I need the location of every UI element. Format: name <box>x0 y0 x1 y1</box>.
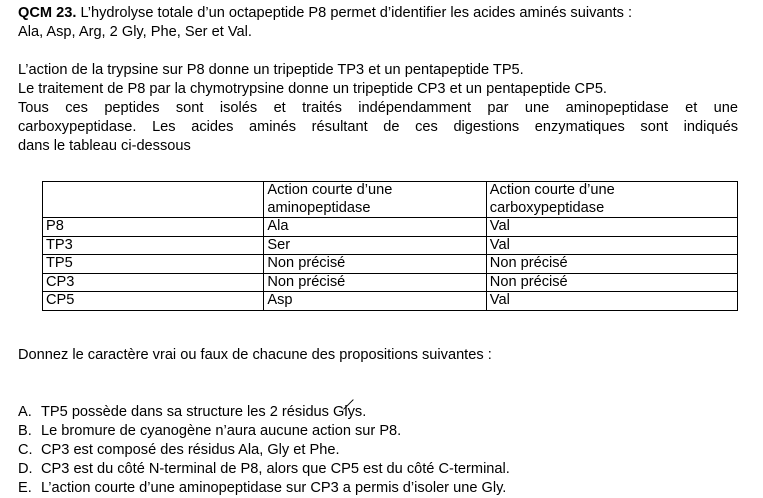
carboxypeptidase-cell: Val <box>486 292 737 311</box>
intro-text: L’hydrolyse totale d’un octapeptide P8 permet d’identifier les acides aminés suivants : <box>76 5 633 21</box>
proposition-text: Le bromure de cyanogène n’aura aucune action sur P8. <box>41 423 402 439</box>
proposition-text: CP3 est du côté N-terminal de P8, alors que CP5 est du côté C-terminal. <box>41 461 510 477</box>
table-header-row <box>43 182 738 218</box>
aminopeptidase-cell: Non précisé <box>264 273 486 292</box>
peptide-cell: CP5 <box>43 292 264 311</box>
table-header-aminopeptidase <box>264 182 486 218</box>
proposition-text: L’action courte d’une aminopeptidase sur CP3 a permis d’isoler une Gly. <box>41 480 507 496</box>
proposition-b <box>18 422 738 441</box>
proposition-letter: A. <box>18 404 32 420</box>
question-number: QCM 23. <box>18 5 77 21</box>
question-prompt: Donnez le caractère vrai ou faux de chacune des propositions suivantes : <box>18 347 492 363</box>
body-line-4: carboxypeptidase. Les acides aminés résultant de ces digestions enzymatiques sont indiqués <box>18 119 738 135</box>
table-row <box>43 273 738 292</box>
chymotrypsin-sentence: Le traitement de P8 par la chymotrypsine donne un tripeptide CP3 et un pentapeptide CP5. <box>18 81 607 97</box>
table-row <box>43 255 738 274</box>
struck-out-letter: s <box>354 404 363 420</box>
aminopeptidase-cell: Non précisé <box>264 255 486 274</box>
table-row <box>43 218 738 237</box>
proposition-a-end: . <box>362 404 367 420</box>
carboxypeptidase-cell: Non précisé <box>486 255 737 274</box>
peptide-cell: P8 <box>43 218 264 237</box>
amino-acid-list: Ala, Asp, Arg, 2 Gly, Phe, Ser et Val. <box>18 24 252 40</box>
proposition-e <box>18 479 738 498</box>
proposition-text: CP3 est composé des résidus Ala, Gly et Phe. <box>41 442 340 458</box>
header-line: carboxypeptidase <box>489 199 605 216</box>
header-line: Action courte d’une <box>267 182 393 198</box>
carboxypeptidase-cell: Non précisé <box>486 273 737 292</box>
table-row <box>43 236 738 255</box>
proposition-letter: C. <box>18 442 33 458</box>
carboxypeptidase-cell: Val <box>486 218 737 237</box>
peptide-cell: TP3 <box>43 236 264 255</box>
aminopeptidase-cell: Ser <box>264 236 486 255</box>
table-header-carboxypeptidase <box>486 182 737 218</box>
body-line-5: dans le tableau ci-dessous <box>18 138 191 154</box>
proposition-a <box>18 403 738 422</box>
intro-line-1 <box>18 4 738 23</box>
trypsin-sentence: L’action de la trypsine sur P8 donne un tripeptide TP3 et un pentapeptide TP5. <box>18 62 524 78</box>
peptide-cell: CP3 <box>43 273 264 292</box>
table-row <box>43 292 738 311</box>
body-line-3: Tous ces peptides sont isolés et traités indépendamment par une aminopeptidase et une <box>18 100 738 116</box>
peptide-cell: TP5 <box>43 255 264 274</box>
aminopeptidase-cell: Ala <box>264 218 486 237</box>
proposition-letter: D. <box>18 461 33 477</box>
header-line: aminopeptidase <box>267 199 371 216</box>
proposition-a-text: TP5 possède dans sa structure les 2 résidus Gly <box>41 404 355 420</box>
proposition-text <box>41 403 366 422</box>
proposition-c <box>18 441 738 460</box>
aminopeptidase-cell: Asp <box>264 292 486 311</box>
intro-paragraph <box>18 4 738 42</box>
proposition-d <box>18 460 738 479</box>
body-paragraph <box>18 61 738 156</box>
propositions-list <box>18 403 738 498</box>
table-header-empty <box>43 182 264 218</box>
digestion-results-table <box>42 181 738 311</box>
header-line: Action courte d’une <box>489 182 615 198</box>
carboxypeptidase-cell: Val <box>486 236 737 255</box>
proposition-letter: B. <box>18 423 32 439</box>
proposition-letter: E. <box>18 480 32 496</box>
